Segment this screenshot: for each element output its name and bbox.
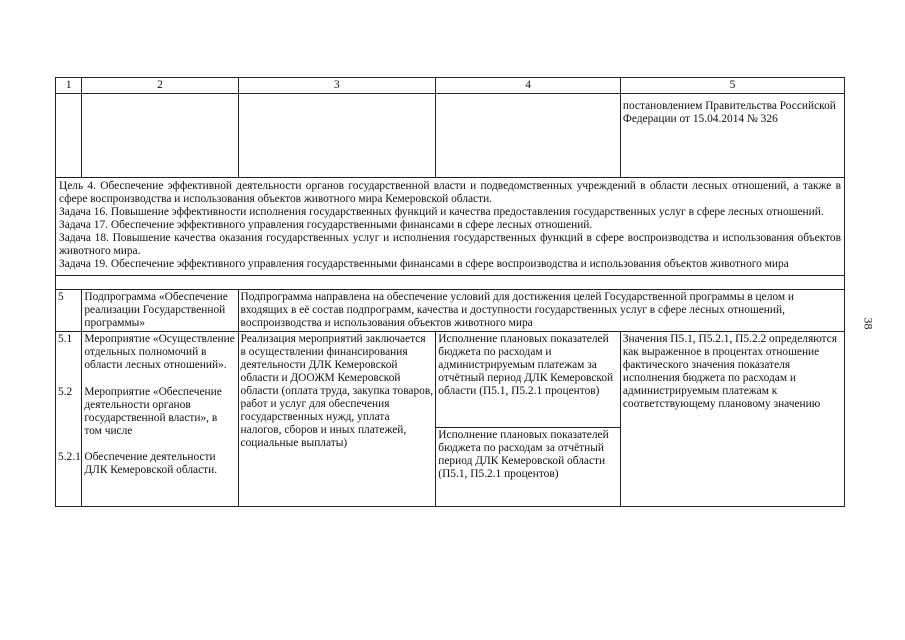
subprogram-row	[56, 290, 845, 332]
measure-numbers	[56, 332, 82, 507]
task-19-text: Задача 19. Обеспечение эффективного управления государственными финансами в сфере воспроизводства и использования объектов животного мира	[59, 258, 789, 270]
resolution-reference: постановлением Правительства Российской Федерации от 15.04.2014 № 326	[620, 94, 844, 178]
task-18-text: Задача 18. Повышение качества оказания государственных услуг и исполнения государственных функций в сфере воспроизводства и использования объектов животного мира.	[59, 232, 841, 257]
measure-number: 5.2.1	[58, 451, 81, 463]
header-col-5: 5	[620, 78, 844, 94]
indicator-cell	[436, 332, 621, 507]
task-16-text: Задача 16. Повышение эффективности исполнения государственных функций и качества предоставления государственных услуг в сфере лесных отношений.	[59, 206, 824, 218]
indicator-budget-expenses: Исполнение плановых показателей бюджета по расходам за отчётный период ДЛК Кемеровской области (П5.1, П5.2.1 процентов)	[438, 429, 609, 480]
subprogram-name: Подпрограмма «Обеспечение реализации Государственной программы»	[82, 290, 238, 332]
goal-block	[56, 178, 845, 276]
cell-empty	[238, 94, 436, 178]
cell-empty	[436, 94, 621, 178]
goal-row	[56, 178, 845, 276]
measure-content: Реализация мероприятий заключается в осуществлении финансирования деятельности ДЛК Кемеровской области и ДООЖМ Кемеровской области (оплата труда, закупка товаров, работ и услуг для обеспечения государственных нужд, уплата налогов, сборов и иных платежей, социальные выплаты)	[238, 332, 436, 507]
header-col-3: 3	[238, 78, 436, 94]
subprogram-number: 5	[56, 290, 82, 332]
spacer-row	[56, 276, 845, 290]
measure-number: 5.2	[58, 386, 73, 398]
measure-name: Мероприятие «Осуществление отдельных полномочий в области лесных отношений».	[84, 333, 235, 371]
measure-name: Обеспечение деятельности ДЛК Кемеровской области.	[84, 451, 218, 476]
measures-row	[56, 332, 845, 507]
header-col-2: 2	[82, 78, 238, 94]
header-row	[56, 78, 845, 94]
calculation-method: Значения П5.1, П5.2.1, П5.2.2 определяются как выраженное в процентах отношение фактического значения показателя исполнения бюджета по расходам и администрируемым платежам к соответствующему плановому значению	[620, 332, 844, 507]
measure-number: 5.1	[58, 333, 73, 345]
measure-name: Мероприятие «Обеспечение деятельности органов государственной власти», в том числе	[84, 386, 222, 437]
measure-names	[82, 332, 238, 507]
cell-empty	[82, 94, 238, 178]
subprogram-description: Подпрограмма направлена на обеспечение условий для достижения целей Государственной программы в целом и входящих в её состав подпрограмм, качества и доступности государственных услуг в сфере лесных отношений, воспроизводства и использования объектов животного мира	[238, 290, 844, 332]
indicator-budget-payments: Исполнение плановых показателей бюджета по расходам и администрируемым платежам за отчётный период ДЛК Кемеровской области (П5.1, П5.2.1 процентов)	[436, 332, 620, 428]
program-table	[55, 77, 845, 507]
table-row-resolution	[56, 94, 845, 178]
spacer-cell	[56, 276, 845, 290]
cell-empty	[56, 94, 82, 178]
page-number: 38	[861, 317, 876, 330]
header-col-4: 4	[436, 78, 621, 94]
document-table-frame	[55, 77, 845, 507]
header-col-1: 1	[56, 78, 82, 94]
task-17-text: Задача 17. Обеспечение эффективного управления государственными финансами в сфере лесных отношений.	[59, 219, 593, 231]
goal-text: Цель 4. Обеспечение эффективной деятельности органов государственной власти и подведомственных учреждений в области лесных отношений, а также в сфере воспроизводства и использования объектов животного мира Кемеровской области.	[59, 180, 841, 205]
